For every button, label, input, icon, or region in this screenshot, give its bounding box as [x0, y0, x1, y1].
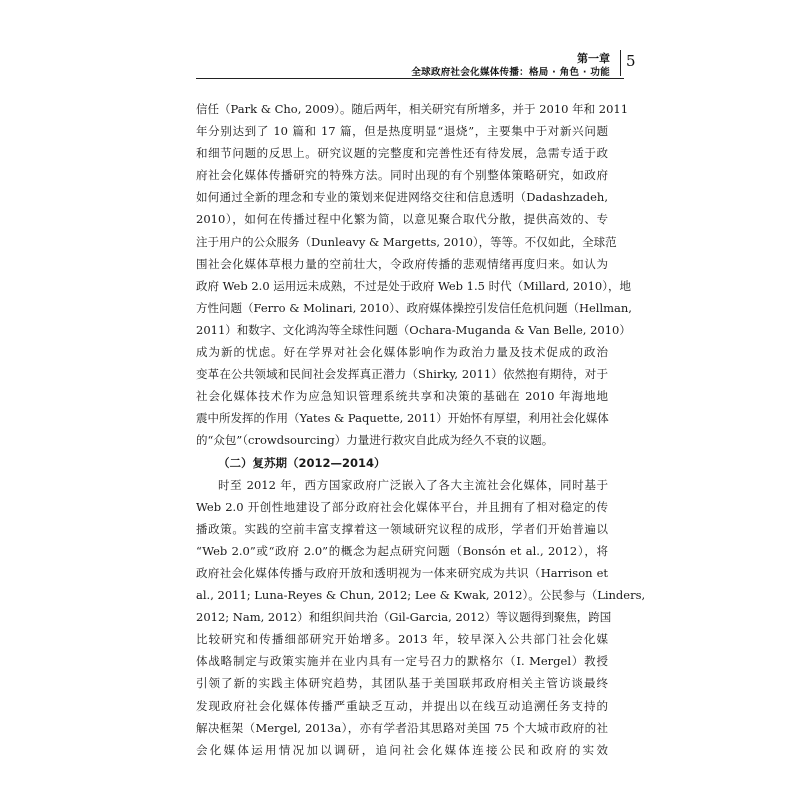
text-line: 时至 2012 年，西方国家政府广泛嵌入了各大主流社会化媒体，同时基于 [218, 477, 608, 492]
text-line: 解决框架（Mergel, 2013a），亦有学者沿其思路对美国 75 个大城市政府的社 [196, 720, 608, 735]
text-line: 如何通过全新的理念和专业的策划来促进网络交往和信息透明（Dadashzadeh, [196, 190, 608, 205]
text-line: 会化媒体运用情况加以调研，追问社会化媒体连接公民和政府的实效 [196, 742, 608, 757]
text-line: 变革在公共领域和民间社会发挥真正潜力（Shirky, 2011）依然抱有期待，对于 [196, 367, 608, 382]
section-heading: （二）复苏期（2012—2014） [218, 455, 386, 470]
text-line: 的“众包”（crowdsourcing）力量进行救灾自此成为经久不衰的议题。 [196, 433, 554, 448]
text-line: 成为新的忧虑。好在学界对社会化媒体影响作为政治力量及技术促成的政治 [196, 345, 608, 360]
paragraph-2 [196, 474, 646, 761]
page-number: 5 [626, 52, 636, 70]
text-line: 信任（Park & Cho, 2009）。随后两年，相关研究有所增多，并于 2010 年和 2011 [196, 102, 629, 116]
text-line: 引领了新的实践主体研究趋势，其团队基于美国联邦政府相关主管访谈最终 [196, 676, 608, 691]
text-line: 2012; Nam, 2012）和组织间共治（Gil-Garcia, 2012）等议题得到聚焦，跨国 [196, 610, 612, 625]
header-divider [620, 50, 621, 76]
chapter-label: 第一章 [577, 52, 610, 65]
text-line: 府社会化媒体传播研究的特殊方法。同时出现的有个别整体策略研究，如政府 [196, 168, 608, 183]
text-line: 围社会化媒体草根力量的空前壮大，令政府传播的悲观情绪再度归来。如认为 [196, 256, 608, 271]
text-line: Web 2.0 开创性地建设了部分政府社会化媒体平台，并且拥有了相对稳定的传 [196, 499, 608, 514]
paragraph-1 [196, 98, 632, 452]
text-line: 震中所发挥的作用（Yates & Paquette, 2011）开始怀有厚望，利用社会化媒体 [196, 411, 609, 426]
body-text [196, 98, 646, 761]
text-line: 注于用户的公众服务（Dunleavy & Margetts, 2010），等等。不仅如此，全球范 [196, 234, 617, 249]
running-head [411, 52, 610, 80]
text-line: 政府社会化媒体传播与政府开放和透明视为一体来研究成为共识（Harrison et [196, 565, 608, 580]
text-line: 比较研究和传播细部研究开始增多。2013 年，较早深入公共部门社会化媒 [196, 632, 608, 647]
text-line: 社会化媒体技术作为应急知识管理系统共享和决策的基础在 2010 年海地地 [196, 389, 608, 404]
text-line: al., 2011; Luna-Reyes & Chun, 2012; Lee & Kwak, 2012）。公民参与（Linders, [196, 588, 646, 603]
text-line: 播政策。实践的空前丰富支撑着这一领域研究议程的成形，学者们开始普遍以 [196, 521, 608, 536]
text-line: 方性问题（Ferro & Molinari, 2010）、政府媒体操控引发信任危机问题（Hellman, [196, 300, 632, 315]
text-line: 政府 Web 2.0 运用远未成熟，不过是处于政府 Web 1.5 时代（Millard, 2010），地 [196, 278, 631, 293]
header-rule [196, 78, 624, 79]
text-line: “Web 2.0”或“政府 2.0”的概念为起点研究问题（Bonsón et al., 2012），将 [196, 543, 608, 558]
text-line: 体战略制定与政策实施并在业内具有一定号召力的默格尔（I. Mergel）教授 [196, 654, 608, 669]
text-line: 2011）和数字、文化鸿沟等全球性问题（Ochara-Muganda & Van Belle, 2010） [196, 322, 631, 337]
text-line: 和细节问题的反思上。研究议题的完整度和完善性还有待发展，急需专适于政 [196, 146, 608, 161]
text-line: 发现政府社会化媒体传播严重缺乏互动，并提出以在线互动追溯任务支持的 [196, 698, 608, 713]
text-line: 2010），如何在传播过程中化繁为简，以意见聚合取代分散，提供高效的、专 [196, 212, 608, 227]
text-line: 年分别达到了 10 篇和 17 篇，但是热度明显“退烧”，主要集中于对新兴问题 [196, 124, 608, 139]
chapter-subtitle: 全球政府社会化媒体传播：格局 · 角色 · 功能 [411, 67, 610, 78]
